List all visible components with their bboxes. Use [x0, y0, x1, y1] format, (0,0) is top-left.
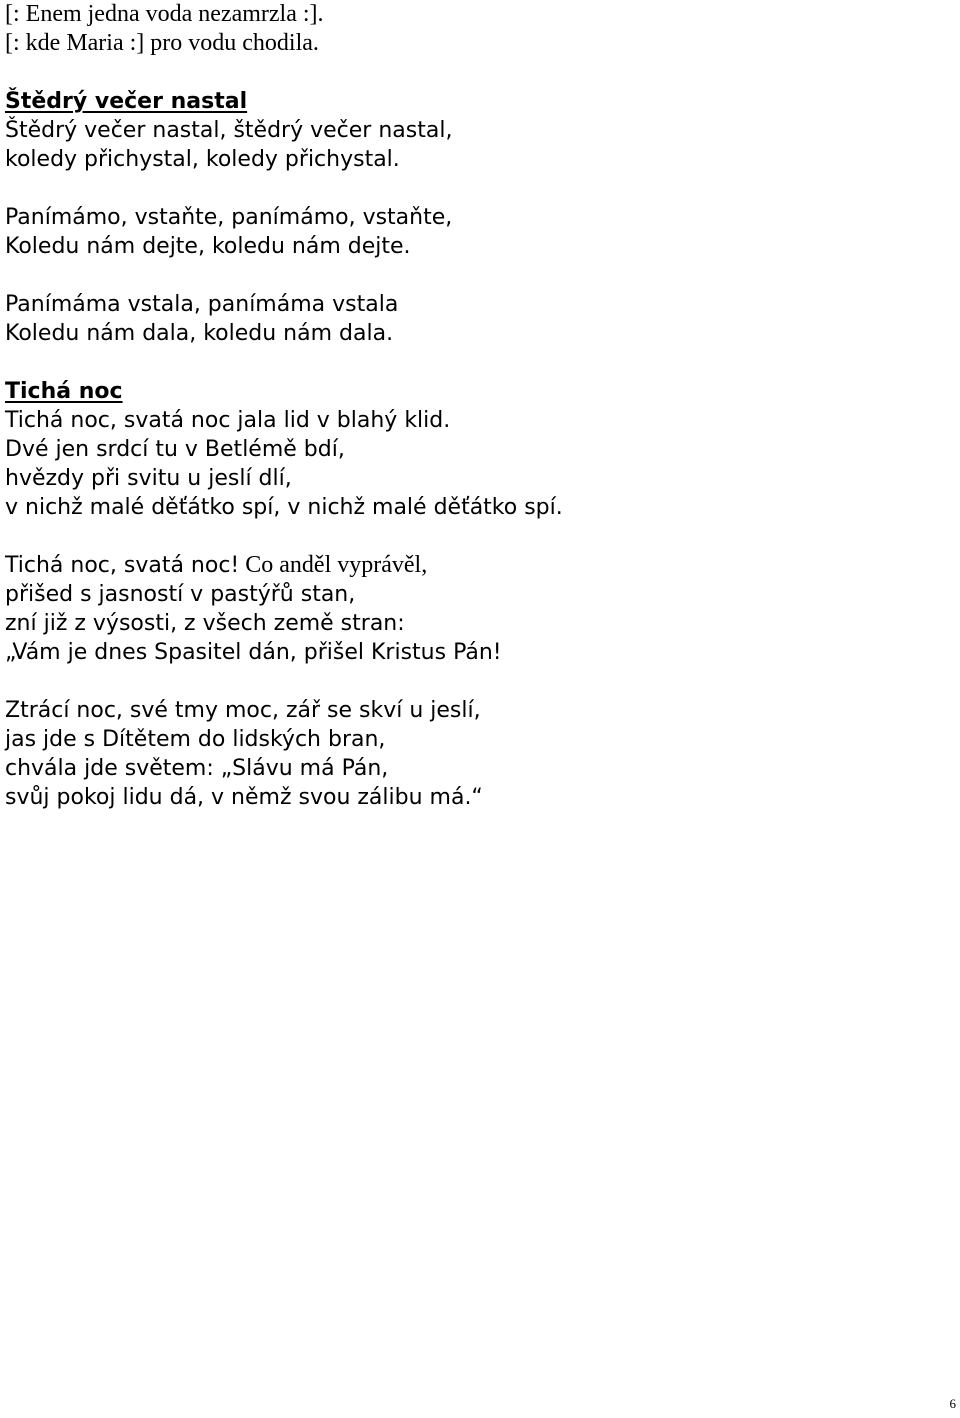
stanza-gap [5, 667, 945, 696]
verse-line: Štědrý večer nastal, štědrý večer nastal, [5, 118, 453, 143]
verse-line: Dvé jen srdcí tu v Betlémě bdí, [5, 437, 345, 462]
verse-line: jas jde s Dítětem do lidských bran, [5, 727, 386, 752]
verse-line: v nichž malé děťátko spí, v nichž malé děťátko spí. [5, 495, 563, 520]
stanza-gap [5, 58, 945, 87]
verse-line: Tichá noc, svatá noc jala lid v blahý klid. [5, 408, 451, 433]
verse-line: Koledu nám dejte, koledu nám dejte. [5, 234, 411, 259]
verse-line: svůj pokoj lidu dá, v němž svou zálibu má.“ [5, 785, 483, 810]
song-title-stedry-vecer: Štědrý večer nastal [5, 89, 248, 114]
stanza-gap [5, 261, 945, 290]
verse-line: koledy přichystal, koledy přichystal. [5, 147, 400, 172]
verse-line: přišed s jasností v pastýřů stan, [5, 582, 356, 607]
verse-line: hvězdy při svitu u jeslí dlí, [5, 466, 292, 491]
verse-line: zní již z výsosti, z všech země stran: [5, 611, 405, 636]
verse-line-part: Tichá noc, svatá noc! [5, 553, 240, 578]
document-page [5, 0, 945, 812]
verse-line: Panímámo, vstaňte, panímámo, vstaňte, [5, 205, 453, 230]
verse-line: „Vám je dnes Spasitel dán, přišel Kristus Pán! [5, 640, 502, 665]
verse-line: Ztrácí noc, své tmy moc, zář se skví u jeslí, [5, 698, 481, 723]
verse-line: [: kde Maria :] pro vodu chodila. [5, 30, 319, 56]
song-title-ticha-noc: Tichá noc [5, 379, 123, 404]
verse-line: Koledu nám dala, koledu nám dala. [5, 321, 394, 346]
stanza-gap [5, 174, 945, 203]
verse-line-part: Co anděl vyprávěl, [239, 552, 428, 578]
stanza-gap [5, 522, 945, 551]
page-number: 6 [949, 1396, 956, 1411]
verse-line: chvála jde světem: „Slávu má Pán, [5, 756, 389, 781]
verse-line: Panímáma vstala, panímáma vstala [5, 292, 399, 317]
verse-line: [: Enem jedna voda nezamrzla :]. [5, 1, 324, 27]
stanza-gap [5, 348, 945, 377]
verse-line [5, 551, 945, 580]
